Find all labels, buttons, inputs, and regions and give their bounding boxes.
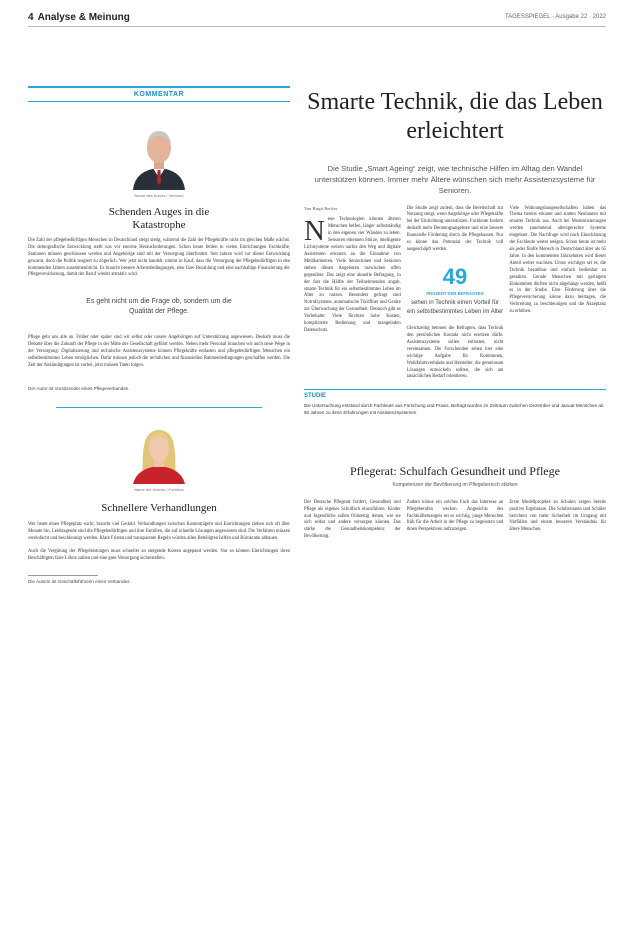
stat-subtitle: PROZENT DER BEFRAGTEN — [426, 290, 484, 296]
main-column-1-text: eue Technologien können älteren Menschen helfen, länger selbstständig in den eigenen vier Wänden zu leben. Sensoren erkennen Stürze, intelligente Lichtsysteme weisen nachts den Weg und digitale Assistenten erinnern an die Einnahme von Medikamenten. Viele Seniorinnen und Senioren stehen diesen Angeboten inzwischen offen gegenüber. Das zeigt eine aktuelle Befragung, in der fast die Hälfte der Teilnehmenden angab, smarte Technik für ein selbstbestimmtes Leben im Alter zu nutzen. Besonders gefragt sind Notrufsysteme, automatische Türöffner und Geräte zur Überwachung der Gesundheit. Dennoch gibt es Vorbehalte: Viele fürchten hohe Kosten, komplizierte Bedienung und mangelnden Datenschutz. — [304, 217, 401, 333]
commentary1-title: Schenden Auges in die Katastrophe — [108, 206, 210, 231]
author1-caption: Name des Autors / Verband — [134, 193, 184, 198]
main-column-2-text: Die Studie zeigt zudem, dass die Bereitschaft zur Nutzung steigt, wenn Angehörige oder Pflegekräfte bei der Einrichtung unterstützen. Fachleute fordern deshalb mehr Beratungsangebote und eine bessere finanzielle Förderung durch die Pflegekassen. Nur so könne das Potenzial der Technik voll ausgeschöpft werden. — [406, 205, 504, 252]
pull-quote: Es geht nicht um die Frage ob, sondern um die Qualität der Pflege. — [86, 298, 232, 316]
page-header — [28, 10, 606, 24]
header-rule — [28, 26, 606, 27]
page-number: 4 — [28, 11, 34, 23]
main-headline: Smarte Technik, die das Leben erleichtert — [307, 89, 603, 145]
section2-headline: Pflegerat: Schulfach Gesundheit und Pflege — [350, 463, 560, 478]
main-column-2 — [407, 206, 504, 382]
study-info — [304, 389, 606, 415]
commentary1-body-continued: Pflege geht uns alle an. Früher oder später sind wir selbst oder unsere Angehörigen auf Unterstützung angewiesen. Deshalb muss die Debatte über die Zukunft der Pflege in der Mitte der Gesellschaft geführt werden. Neben mehr Personal brauchen wir auch neue Wege in der Versorgung: Digitalisierung und technische Assistenzsysteme können Pflegekräfte entlasten und pflegebedürftigen Menschen ein selbstbestimmtes Leben ermöglichen. Dafür müssen jedoch die rechtlichen und finanziellen Rahmenbedingungen geschaffen werden. Die Zeit der Ankündigungen ist vorbei, jetzt müssen Taten folgen. — [28, 334, 290, 368]
main-column-3-text: Viele Wohnungsbaugesellschaften haben das Thema bereits erkannt und statten Neubauten mit smarter Technik aus. Auch bei Modernisierungen werden zunehmend altersgerechte Systeme eingebaut. Die Nachfrage wird nach Einschätzung der Fachleute weiter steigen. Schon heute ist mehr als jeder fünfte Mensch in Deutschland älter als 65 Jahre. In den kommenden Jahrzehnten wird dieser Anteil weiter wachsen. Umso wichtiger sei es, die Technik bezahlbar und einfach bedienbar zu gestalten. Gerade Menschen mit geringem Einkommen dürften nicht abgehängt werden, heißt es in der Studie. Eine Förderung über die Pflegeversicherung könne dazu beitragen, die Verbreitung zu beschleunigen und die Akzeptanz zu erhöhen. — [509, 205, 607, 315]
section2-columns — [304, 500, 606, 541]
main-columns — [304, 206, 606, 382]
commentary2-title: Schnellere Verhandlungen — [101, 501, 217, 514]
stat-number: 49 — [442, 263, 468, 289]
section-heading — [28, 12, 130, 23]
main-lead: Die Studie „Smart Ageing“ zeigt, wie technische Hilfen im Alltag den Wandel unterstützen können. Immer mehr Ältere wünschen sich mehr Assistenzsysteme für Senioren. — [314, 163, 596, 195]
commentary2-body-continued: Auch die Vergütung der Pflegeleistungen muss schneller an steigende Kosten angepasst werden. Nur so können Einrichtungen ihren Beschäftigten faire Löhne zahlen und eine gute Versorgung sicherstellen. — [28, 549, 290, 562]
section2-subheadline: Kompetenzen der Bevölkerung im Pflegebereich stärken — [392, 481, 518, 488]
author2-photo — [129, 418, 189, 484]
stat-box — [407, 254, 504, 326]
author1-signature: Der Autor ist Vorsitzender eines Pflegeverbandes. — [28, 385, 130, 391]
author2-caption: Name der Autorin / Funktion — [134, 486, 184, 492]
section2-column-1: Der Deutsche Pflegerat fordert, Gesundheit und Pflege als eigenes Schulfach einzuführen. Kinder und Jugendliche sollen frühzeitig lernen, wie sie sich selbst und andere versorgen können. Das stärke die Gesundheitskompetenz der Bevölkerung. — [304, 499, 401, 540]
main-column-1 — [304, 206, 401, 382]
main-author: Von Birgit Becker — [304, 205, 338, 211]
main-article — [304, 34, 606, 541]
study-label: STUDIE — [304, 389, 606, 399]
main-column-3 — [509, 206, 606, 382]
commentary-label: KOMMENTAR — [28, 88, 290, 102]
study-text: Die Untersuchung entstand durch Fachleute aus Forschung und Praxis. Befragt wurden im Zeitraum zwischen Dezember und Januar Menschen ab 60 Jahren zu ihren Erfahrungen mit Assistenzsystemen. — [304, 403, 604, 415]
commentary1-body: Die Zahl der pflegebedürftigen Menschen in Deutschland steigt stetig, während die Zahl der Pflegekräfte nicht im gleichen Maße wächst. Die demografische Entwicklung stellt uns vor enorme Herausforderungen. Schon heute fehlen in vielen Einrichtungen Fachkräfte, Stationen müssen geschlossen werden und Angehörige sind mit der Versorgung überfordert. Seit Jahren wird vor dieser Entwicklung gewarnt, doch die Politik reagiert zu zögerlich. Wer jetzt nicht handelt, nimmt in Kauf, dass die Versorgung der Pflegebedürftigen in den kommenden Jahren zusammenbricht. Es braucht bessere Arbeitsbedingungen, eine faire Bezahlung und eine nachhaltige Finanzierung der Pflegeversicherung, damit der Beruf wieder attraktiv wird. — [28, 237, 290, 278]
commentary2-body: Wer heute einen Pflegeplatz sucht, braucht viel Geduld. Verhandlungen zwischen Kostenträgern und Einrichtungen ziehen sich oft über Monate hin. Leidtragende sind die Pflegebedürftigen und ihre Familien, die auf schnelle Lösungen angewiesen sind. Die Verfahren müssen vereinfacht und beschleunigt werden. Klare Fristen und transparente Regeln würden allen Beteiligten helfen und Bürokratie abbauen. — [28, 522, 290, 542]
author2-footnote: Die Autorin ist Geschäftsführerin eines Verbandes. — [28, 575, 98, 584]
issue-info: TAGESSPIEGEL · Ausgabe 22 · 2022 — [504, 14, 606, 20]
author1-photo — [129, 118, 189, 190]
section2-column-3: Erste Modellprojekte an Schulen zeigen bereits positive Ergebnisse. Die Schülerinnen und Schüler berichten von mehr Sicherheit im Umgang mit Notfällen und einem besseren Verständnis für ältere Menschen. — [509, 499, 607, 533]
section2-column-2: Zudem könne ein solches Fach das Interesse an Pflegeberufen wecken. Angesichts des Fachkräftemangels sei es wichtig, junge Menschen früh für die Arbeit in der Pflege zu begeistern und ihnen Perspektiven aufzuzeigen. — [406, 499, 504, 533]
main-column-2-continued: Gleichzeitig betonen die Befragten, dass Technik den persönlichen Kontakt nicht ersetzen dürfe. Assistenzsysteme sollen entlasten, nicht vereinsamen. Die Forschenden sehen hier eine wichtige Aufgabe für Kommunen, Wohlfahrtsverbände und Hersteller, die gemeinsam Lösungen entwickeln sollten, die sich am tatsächlichen Bedarf orientieren. — [406, 326, 504, 380]
section-name: Analyse & Meinung — [37, 11, 130, 23]
stat-text: sehen in Technik einen Vorteil für ein selbstbestimmtes Leben im Alter — [406, 300, 504, 315]
drop-cap: N — [304, 215, 325, 248]
commentary-separator — [56, 407, 262, 408]
commentary-column — [28, 34, 290, 584]
